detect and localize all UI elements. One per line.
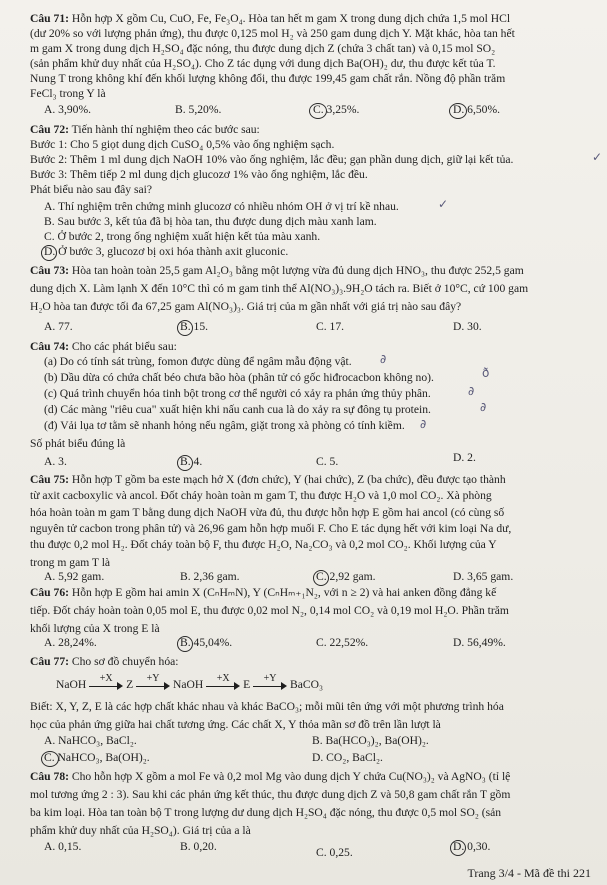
q73-option-d: D. 30. (453, 320, 482, 333)
q74-option-c: C. 5. (316, 455, 339, 468)
q77-option-a: A. NaHCO₃, BaCl₂. (44, 734, 137, 747)
q75-option-b: B. 2,36 gam. (180, 570, 240, 583)
q78-option-b: B. 0,20. (180, 840, 217, 853)
q75-option-d: D. 3,65 gam. (453, 570, 514, 583)
q72-line-5: Phát biểu nào sau đây sai? (30, 183, 153, 196)
check-mark-icon: ✓ (438, 197, 449, 211)
scheme-arrow-2: +Y (136, 678, 170, 692)
q76-option-d: D. 56,49%. (453, 636, 506, 649)
q73-line-1: Câu 73: Hòa tan hoàn toàn 25,5 gam Al₂O₃ bằng một lượng vừa đủ dung dịch HNO₃, thu được 252,5 gam (30, 264, 524, 277)
q76-line-2: tiếp. Đốt cháy hoàn toàn 0,05 mol E, thu được 0,02 mol N₂, 0,14 mol CO₂ và 0,19 mol H₂O. Phần trăm (30, 604, 509, 617)
q73-option-c: C. 17. (316, 320, 345, 333)
q71-option-c: C. 3,25%. (313, 103, 360, 116)
scheme-baco3: BaCO₃ (289, 678, 323, 691)
scheme-arrow-1: +X (89, 678, 123, 692)
q72-line-1: Câu 72: Tiến hành thí nghiệm theo các bước sau: (30, 123, 260, 136)
q77-scheme (56, 673, 323, 692)
q77-option-d: D. CO₂, BaCl₂. (312, 751, 383, 764)
q77-line-1: Câu 77: Cho sơ đồ chuyển hóa: (30, 655, 179, 668)
handwritten-mark-icon: ð (482, 366, 490, 380)
q78-option-a: A. 0,15. (44, 840, 82, 853)
q71-option-b: B. 5,20%. (175, 103, 222, 116)
handwritten-mark-icon: ∂ (380, 352, 387, 366)
q72-option-d: D. Ở bước 3, glucozơ bị oxi hóa thành axit gluconic. (44, 245, 289, 258)
q78-line-3: ba kim loại. Hòa tan toàn bộ T trong lượng dư dung dịch H₂SO₄ đặc nóng, thu được 0,5 mol SO₂ (sản (30, 806, 502, 819)
q71-option-d: D. 6,50%. (453, 103, 501, 116)
q77-line-3: học của phản ứng giữa hai chất tương ứng. Các chất X, Y thỏa mãn sơ đồ trên lần lượt là (30, 718, 441, 731)
answer-circle-mark (313, 570, 329, 586)
q78-line-1: Câu 78: Cho hỗn hợp X gồm a mol Fe và 0,2 mol Mg vào dung dịch Y chứa Cu(NO₃)₂ và AgNO₃ (tỉ lệ (30, 770, 511, 783)
q77-option-b: B. Ba(HCO₃)₂, Ba(OH)₂. (312, 734, 429, 747)
q75-line-1: Câu 75: Hỗn hợp T gồm ba este mạch hở X (đơn chức), Y (hai chức), Z (ba chức), đều được tạo thành (30, 473, 506, 486)
q75-line-3: hóa hoàn toàn m gam T bằng dung dịch NaOH vừa đủ, thu được hỗn hợp E gồm hai ancol (có cùng số (30, 506, 505, 519)
q71-line-5: Nung T trong không khí đến khối lượng không đổi, thu được 199,45 gam chất rắn. Nồng độ phần trăm (30, 72, 506, 85)
q71-line-1: Câu 71: Hỗn hợp X gồm Cu, CuO, Fe, Fe₃O₄. Hòa tan hết m gam X trong dung dịch chứa 1,5 mol HCl (30, 12, 511, 25)
q72-line-3: Bước 2: Thêm 1 ml dung dịch NaOH 10% vào ống nghiệm, lắc đều; gạn phần dung dịch, giữ lại kết tủa. (30, 153, 514, 166)
answer-circle-mark (450, 840, 466, 856)
q72-option-a: A. Thí nghiệm trên chứng minh glucozơ có nhiều nhóm OH ở vị trí kề nhau. (44, 200, 399, 213)
answer-circle-mark (177, 320, 193, 336)
answer-circle-mark (177, 455, 193, 471)
page-footer: Trang 3/4 - Mã đề thi 221 (467, 866, 591, 880)
q71-line-4: (sản phẩm khử duy nhất của H₂SO₄). Cho Z tác dụng với dung dịch Ba(OH)₂ dư, thu được kết tủa T. (30, 57, 496, 70)
q75-line-4: nguyên tử cacbon trong phân tử) và 26,96 gam hỗn hợp muối F. Cho E tác dụng hết với kim loại Na dư, (30, 522, 512, 535)
q73-option-b: B. 15. (180, 320, 209, 333)
scheme-z: Z (126, 678, 134, 691)
answer-circle-mark (41, 751, 59, 767)
answer-circle-mark (41, 245, 57, 261)
q76-option-b: B. 45,04%. (180, 636, 233, 649)
q73-option-a: A. 77. (44, 320, 73, 333)
q78-line-2: mol tương ứng 2 : 3). Sau khi các phản ứng kết thúc, thu được dung dịch Z và 50,8 gam chất rắn T gồm (30, 788, 511, 801)
scheme-e: E (243, 678, 251, 691)
q75-line-6: trong m gam T là (30, 556, 111, 569)
q75-option-c: C. 2,92 gam. (316, 570, 376, 583)
q75-line-2: từ axit cacboxylic và ancol. Đốt cháy hoàn toàn m gam T, thu được H₂O và 1,0 mol CO₂. Xà phòng (30, 489, 492, 502)
q74-line-2: (a) Do có tính sát trùng, fomon được dùng để ngâm mẫu động vật. (44, 355, 352, 368)
q71-line-6: FeCl₃ trong Y là (30, 87, 106, 100)
q71-line-3: m gam X trong dung dịch H₂SO₄ đặc nóng, thu được dung dịch Z (chứa 3 chất tan) và 0,15 mol SO₂ (30, 42, 496, 55)
answer-circle-mark (177, 636, 193, 652)
q77-line-2: Biết: X, Y, Z, E là các hợp chất khác nhau và khác BaCO₃; mỗi mũi tên ứng với một phương trình hóa (30, 700, 504, 713)
q78-option-d: D. 0,30. (453, 840, 491, 853)
q76-line-3: khối lượng của X trong E là (30, 622, 160, 635)
scheme-arrow-4: +Y (253, 678, 287, 692)
q74-line-7: Số phát biểu đúng là (30, 437, 126, 450)
answer-circle-mark (309, 103, 327, 119)
q74-option-b: B. 4. (180, 455, 203, 468)
q71-line-2: (dư 20% so với lượng phản ứng), thu được 0,125 mol H₂ và 250 gam dung dịch Y. Mặt khác, hòa tan hết (30, 27, 515, 40)
q75-line-5: thu được 0,2 mol H₂. Đốt cháy toàn bộ F, thu được H₂O, Na₂CO₃ và 0,2 mol CO₂. Khối lượng của Y (30, 538, 497, 551)
q73-line-3: H₂O hòa tan được tối đa 67,25 gam Al(NO₃)₃. Giá trị của m gần nhất với giá trị nào sau đây? (30, 300, 462, 313)
q78-line-4: phẩm khử duy nhất của H₂SO₄). Giá trị của a là (30, 824, 251, 837)
q74-line-4: (c) Quá trình chuyển hóa tinh bột trong cơ thể người có xảy ra phản ứng thủy phân. (44, 387, 431, 400)
q72-line-2: Bước 1: Cho 5 giọt dung dịch CuSO₄ 0,5% vào ống nghiệm sạch. (30, 138, 335, 151)
scheme-naoh-start: NaOH (56, 678, 87, 691)
scheme-naoh-mid: NaOH (172, 678, 204, 691)
q74-line-5: (d) Các màng "riêu cua" xuất hiện khi nấu canh cua là do xảy ra sự đông tụ protein. (44, 403, 431, 416)
q72-option-b: B. Sau bước 3, kết tủa đã bị hòa tan, thu được dung dịch màu xanh lam. (44, 215, 377, 228)
q76-option-c: C. 22,52%. (316, 636, 369, 649)
q73-line-2: dung dịch X. Làm lạnh X đến 10°C thì có m gam tinh thể Al(NO₃)₃.9H₂O tách ra. Biết ở 10°C, cứ 100 gam (30, 282, 529, 295)
handwritten-mark-icon: ∂ (480, 400, 487, 414)
handwritten-mark-icon: ∂ (420, 417, 427, 431)
q72-option-c: C. Ở bước 2, trong ống nghiệm xuất hiện kết tủa màu xanh. (44, 230, 321, 243)
q76-option-a: A. 28,24%. (44, 636, 97, 649)
q75-option-a: A. 5,92 gam. (44, 570, 105, 583)
q74-option-a: A. 3. (44, 455, 67, 468)
q78-option-c: C. 0,25. (316, 846, 353, 859)
q71-option-a: A. 3,90%. (44, 103, 92, 116)
handwritten-mark-icon: ∂ (468, 384, 475, 398)
scheme-arrow-3: +X (206, 678, 240, 692)
q74-line-3: (b) Dầu dừa có chứa chất béo chưa bão hòa (phân tử có gốc hiđrocacbon không no). (44, 371, 434, 384)
q76-line-1: Câu 76: Hỗn hợp E gồm hai amin X (CₙHₘN), Y (CₙHₘ₊₁N₂, với n ≥ 2) và hai anken đồng đẳng kế (30, 586, 497, 599)
q74-line-1: Câu 74: Cho các phát biểu sau: (30, 340, 177, 353)
check-mark-icon: ✓ (592, 150, 603, 164)
q77-option-c: C. NaHCO₃, Ba(OH)₂. (44, 751, 150, 764)
q74-option-d: D. 2. (453, 451, 476, 464)
answer-circle-mark (449, 103, 467, 119)
q72-line-4: Bước 3: Thêm tiếp 2 ml dung dịch glucozơ 1% vào ống nghiệm, lắc đều. (30, 168, 368, 181)
q74-line-6: (đ) Vải lụa tơ tằm sẽ nhanh hỏng nếu ngâm, giặt trong xà phòng có tính kiềm. (44, 419, 405, 432)
